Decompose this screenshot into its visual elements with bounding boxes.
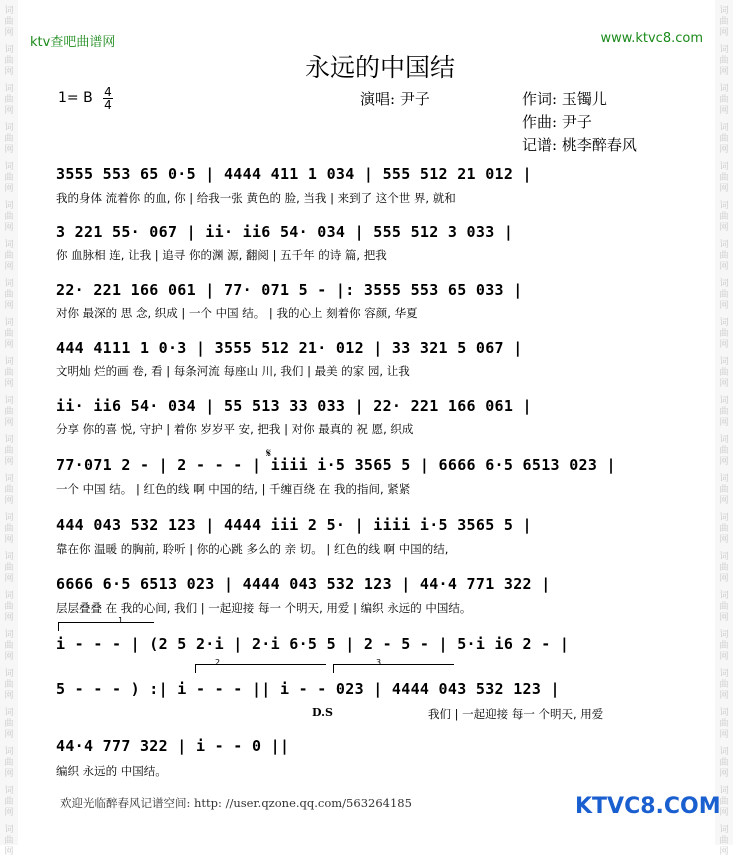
watermark-text: 词 曲 网 [719, 201, 729, 233]
volta-bracket-1 [58, 622, 154, 631]
score-lyrics-line-2: 你 血脉相 连, 让我 | 追寻 你的渊 源, 翻阅 | 五千年 的诗 篇, 把我 [56, 248, 387, 262]
lyricist-credit: 作词: 玉镯儿 [522, 90, 607, 108]
score-notes-line-11: 44·4 777 322 | i - - 0 || [56, 737, 290, 755]
watermark-text: 词 曲 网 [719, 240, 729, 272]
score-lyrics-line-7: 靠在你 温暖 的胸前, 聆听 | 你的心跳 多么的 亲 切。 | 红色的线 啊 中国的结, [56, 542, 449, 556]
watermark-text: 词 曲 网 [4, 552, 14, 584]
singer-credit: 演唱: 尹子 [360, 90, 430, 108]
watermark-text: 词 曲 网 [719, 513, 729, 545]
watermark-text: 词 曲 网 [4, 786, 14, 818]
segno-sign: 𝄋 [266, 446, 272, 460]
watermark-text: 词 曲 网 [719, 552, 729, 584]
watermark-text: 词 曲 网 [4, 279, 14, 311]
site-url-right[interactable]: www.ktvc8.com [600, 31, 703, 46]
key-signature: 1= B [58, 90, 93, 106]
dal-segno-mark: D.S [312, 706, 333, 719]
watermark-text: 词 曲 网 [4, 318, 14, 350]
volta-bracket-3 [333, 664, 454, 673]
watermark-text: 词 曲 网 [719, 747, 729, 779]
score-lyrics-line-1: 我的身体 流着你 的血, 你 | 给我一张 黄色的 脸, 当我 | 来到了 这个世 界, 就和 [56, 191, 456, 205]
transcriber-credit: 记谱: 桃李醉春风 [522, 136, 637, 154]
watermark-text: 词 曲 网 [4, 201, 14, 233]
score-notes-line-4: 444 4111 1 0·3 | 3555 512 21· 012 | 33 321 5 067 | [56, 339, 523, 357]
score-notes-line-9: i - - - | (2 5 2·i | 2·i 6·5 5 | 2 - 5 - | 5·i i6 2 - | [56, 635, 570, 653]
score-notes-line-6: 77·071 2 - | 2 - - - | iiii i·5 3565 5 | 6666 6·5 6513 023 | [56, 456, 616, 474]
score-notes-line-10: 5 - - - ) :| i - - - || i - - 023 | 4444 043 532 123 | [56, 680, 560, 698]
score-notes-line-8: 6666 6·5 6513 023 | 4444 043 532 123 | 44·4 771 322 | [56, 575, 551, 593]
score-lyrics-line-5: 分享 你的喜 悦, 守护 | 着你 岁岁平 安, 把我 | 对你 最真的 祝 愿, 织成 [56, 422, 414, 436]
watermark-text: 词 曲 网 [4, 513, 14, 545]
watermark-text: 词 曲 网 [4, 45, 14, 77]
watermark-text: 词 曲 网 [719, 435, 729, 467]
watermark-text: 词 曲 网 [4, 474, 14, 506]
left-watermark-strip [0, 0, 18, 857]
watermark-text: 词 曲 网 [4, 825, 14, 857]
watermark-text: 词 曲 网 [719, 123, 729, 155]
watermark-text: 词 曲 网 [4, 630, 14, 662]
watermark-text: 词 曲 网 [719, 318, 729, 350]
watermark-text: 词 曲 网 [719, 825, 729, 857]
score-notes-line-3: 22· 221 166 061 | 77· 071 5 - |: 3555 553 65 033 | [56, 281, 523, 299]
watermark-text: 词 曲 网 [4, 357, 14, 389]
watermark-text: 词 曲 网 [4, 123, 14, 155]
ktvc8-logo [575, 794, 721, 819]
watermark-text: 词 曲 网 [4, 747, 14, 779]
watermark-text: 词 曲 网 [4, 240, 14, 272]
watermark-text: 词 曲 网 [4, 6, 14, 38]
score-notes-line-7: 444 043 532 123 | 4444 iii 2 5· | iiii i·5 3565 5 | [56, 516, 532, 534]
score-lyrics-line-6: 一个 中国 结。 | 红色的线 啊 中国的结, | 千缠百绕 在 我的指间, 紧紧 [56, 482, 411, 496]
score-notes-line-5: ii· ii6 54· 034 | 55 513 33 033 | 22· 221 166 061 | [56, 397, 532, 415]
score-lyrics-line-3: 对你 最深的 思 念, 织成 | 一个 中国 结。 | 我的心上 刻着你 容颜, 华夏 [56, 306, 418, 320]
composer-credit: 作曲: 尹子 [522, 113, 592, 131]
watermark-text: 词 曲 网 [719, 45, 729, 77]
watermark-text: 词 曲 网 [719, 279, 729, 311]
volta-label-1: 1 [118, 616, 124, 625]
watermark-text: 词 曲 网 [719, 591, 729, 623]
score-notes-line-2: 3 221 55· 067 | ii· ii6 54· 034 | 555 512 3 033 | [56, 223, 514, 241]
time-signature [103, 86, 113, 111]
score-lyrics-line-11: 编织 永远的 中国结。 [56, 764, 167, 778]
watermark-text: 词 曲 网 [719, 6, 729, 38]
watermark-text: 词 曲 网 [4, 591, 14, 623]
watermark-text: 词 曲 网 [719, 630, 729, 662]
watermark-text: 词 曲 网 [719, 669, 729, 701]
watermark-text: 词 曲 网 [719, 162, 729, 194]
score-lyrics-line-4: 文明灿 烂的画 卷, 看 | 每条河流 每座山 川, 我们 | 最美 的家 园, 让我 [56, 364, 410, 378]
watermark-text: 词 曲 网 [4, 84, 14, 116]
score-lyrics-line-8: 层层叠叠 在 我的心间, 我们 | 一起迎接 每一 个明天, 用爱 | 编织 永远的 中国结。 [56, 601, 472, 615]
watermark-text: 词 曲 网 [719, 84, 729, 116]
watermark-text: 词 曲 网 [719, 708, 729, 740]
volta-label-2: 2 [215, 658, 221, 667]
score-notes-line-1: 3555 553 65 0·5 | 4444 411 1 034 | 555 512 21 012 | [56, 165, 532, 183]
watermark-text: 词 曲 网 [4, 669, 14, 701]
song-title: 永远的中国结 [305, 53, 456, 82]
time-denominator: 4 [104, 98, 112, 112]
watermark-text: 词 曲 网 [4, 435, 14, 467]
time-numerator: 4 [104, 85, 112, 99]
watermark-text: 词 曲 网 [719, 786, 729, 818]
watermark-text: 词 曲 网 [719, 357, 729, 389]
watermark-text: 词 曲 网 [4, 162, 14, 194]
watermark-text: 词 曲 网 [4, 708, 14, 740]
footer-note: 欢迎光临醉春风记谱空间: http: //user.qzone.qq.com/563264185 [60, 796, 412, 810]
volta-label-3: 3 [376, 658, 382, 667]
watermark-text: 词 曲 网 [4, 396, 14, 428]
site-name-left: ktv查吧曲谱网 [30, 35, 116, 50]
watermark-text: 词 曲 网 [719, 396, 729, 428]
watermark-text: 词 曲 网 [719, 474, 729, 506]
score-lyrics-line-10: 我们 | 一起迎接 每一 个明天, 用爱 [428, 707, 604, 721]
logo-text: KTVC8.COM [575, 794, 721, 819]
right-watermark-strip [715, 0, 733, 857]
